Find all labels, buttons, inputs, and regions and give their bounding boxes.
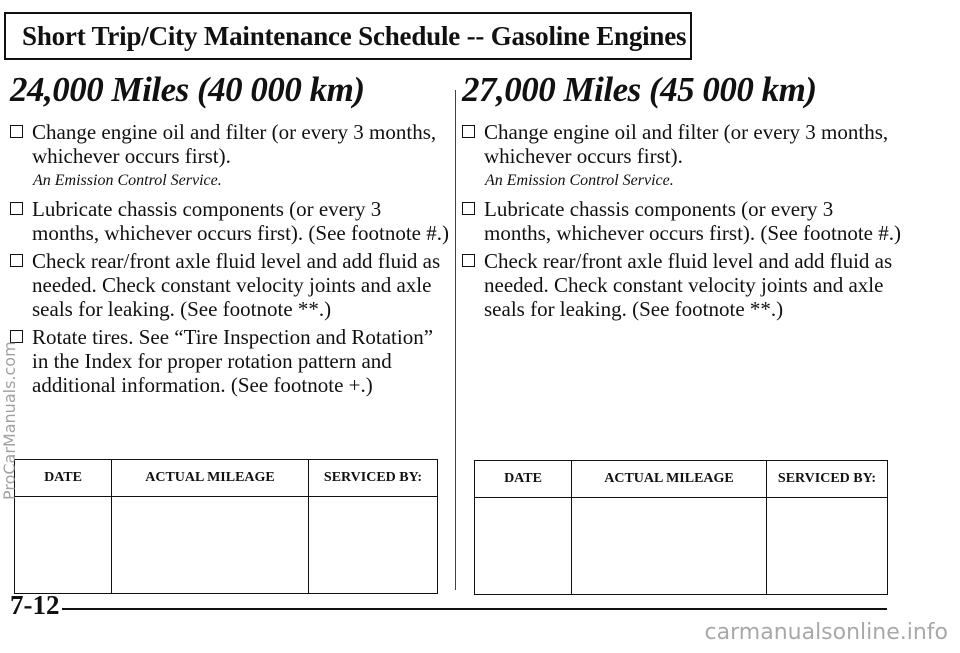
right-item-2-text: Lubricate chassis components (or every 3 months, whichever occurs first). (See footnote #.)	[484, 197, 901, 245]
right-item-2	[462, 197, 902, 245]
right-item-3-text: Check rear/front axle fluid level and add fluid as needed. Check constant velocity joints and axle seals for leaking. (See footnote **.)	[484, 249, 893, 321]
right-service-log-table	[474, 460, 888, 595]
footer-rule	[62, 608, 887, 610]
right-miles-heading: 27,000 Miles (45 000 km)	[462, 70, 817, 109]
table-header-serviced-by: SERVICED BY:	[309, 460, 438, 497]
mileage-cell[interactable]	[572, 498, 767, 595]
date-cell[interactable]	[15, 497, 112, 594]
table-header-mileage: ACTUAL MILEAGE	[572, 461, 767, 498]
left-item-2-text: Lubricate chassis components (or every 3 months, whichever occurs first). (See footnote #.)	[32, 197, 449, 245]
left-emission-note: An Emission Control Service.	[33, 172, 222, 189]
checkbox[interactable]	[10, 254, 23, 267]
table-header-date: DATE	[15, 460, 112, 497]
table-header-serviced-by: SERVICED BY:	[767, 461, 888, 498]
table-header-mileage: ACTUAL MILEAGE	[112, 460, 309, 497]
table-header-date: DATE	[475, 461, 572, 498]
column-divider	[455, 90, 456, 590]
mileage-cell[interactable]	[112, 497, 309, 594]
left-item-3	[10, 249, 450, 321]
page-number: 7-12	[10, 590, 60, 620]
serviced-by-cell[interactable]	[309, 497, 438, 594]
section-title: Short Trip/City Maintenance Schedule -- Gasoline Engines	[22, 20, 687, 51]
section-header	[4, 12, 692, 60]
left-item-3-text: Check rear/front axle fluid level and add fluid as needed. Check constant velocity joints and axle seals for leaking. (See footnote **.)	[32, 249, 441, 321]
left-miles-heading: 24,000 Miles (40 000 km)	[10, 70, 365, 109]
right-column	[462, 70, 902, 325]
right-item-3	[462, 249, 902, 321]
right-item-1-text: Change engine oil and filter (or every 3 months, whichever occurs first).	[484, 120, 889, 168]
left-item-4	[10, 325, 450, 397]
date-cell[interactable]	[475, 498, 572, 595]
side-watermark: ProCarManuals.com	[0, 341, 19, 500]
left-service-log-table	[14, 459, 438, 594]
right-emission-note: An Emission Control Service.	[485, 172, 674, 189]
checkbox[interactable]	[462, 202, 475, 215]
left-column	[10, 70, 450, 401]
left-item-4-text: Rotate tires. See “Tire Inspection and Rotation” in the Index for proper rotation pattern and additional information. (See footnote +.)	[32, 325, 434, 397]
left-item-1	[10, 120, 450, 168]
serviced-by-cell[interactable]	[767, 498, 888, 595]
checkbox[interactable]	[10, 202, 23, 215]
checkbox[interactable]	[10, 125, 23, 138]
bottom-watermark: carmanualsonline.info	[704, 620, 948, 645]
right-item-1	[462, 120, 902, 168]
checkbox[interactable]	[462, 125, 475, 138]
left-item-1-text: Change engine oil and filter (or every 3 months, whichever occurs first).	[32, 120, 437, 168]
left-item-2	[10, 197, 450, 245]
checkbox[interactable]	[462, 254, 475, 267]
